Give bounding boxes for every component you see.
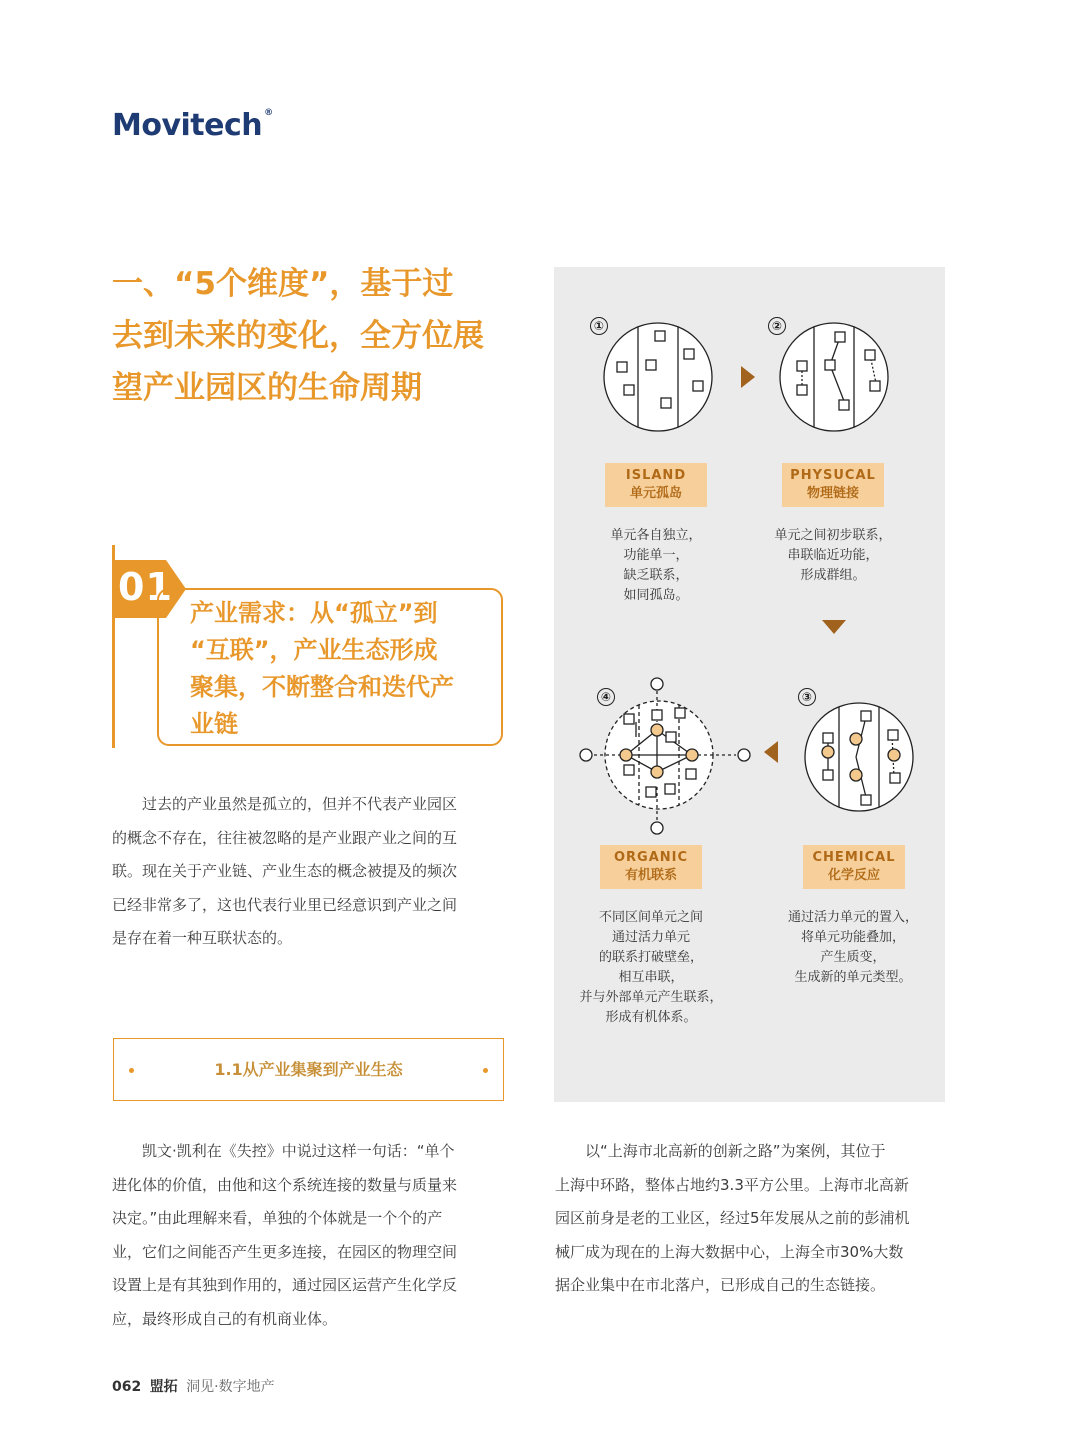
desc-line: 不同区间单元之间	[598, 910, 703, 925]
desc-line: 形成有机体系。	[605, 1010, 697, 1025]
text-line: 是存在着一种互联状态的。	[112, 929, 293, 948]
text-line: 过去的产业虽然是孤立的，但并不代表产业园区	[142, 795, 458, 813]
text-line: 已经非常多了，这也代表行业里已经意识到产业之间	[112, 895, 458, 914]
desc-line: 单元各自独立，	[610, 528, 702, 543]
desc-line: 通过活力单元的置入，	[787, 910, 918, 925]
section-title-line: 产业需求：从“孤立”到	[190, 599, 438, 627]
desc-line: 功能单一，	[623, 548, 689, 563]
section-title-line: 业链	[190, 710, 238, 738]
title-line: 望产业园区的生命周期	[112, 370, 422, 406]
subsection-title: 1.1从产业集聚到产业生态	[214, 1060, 403, 1079]
text-line: 上海中环路，整体占地约3.3平方公里。上海市北高新	[555, 1175, 909, 1194]
text-line: 联。现在关于产业链、产业生态的概念被提及的频次	[112, 862, 458, 881]
desc-line: 如同孤岛。	[623, 588, 689, 603]
text-line: 以“上海市北高新的创新之路”为案例，其位于	[585, 1142, 886, 1160]
section-title	[190, 595, 490, 743]
tag-en: ISLAND	[625, 468, 687, 483]
step-number-3: ③	[798, 688, 816, 706]
desc-physical	[743, 526, 923, 586]
step-number-1: ①	[590, 317, 608, 335]
physical-diagram	[780, 323, 888, 431]
desc-line: 的联系打破壁垒，	[598, 950, 703, 965]
movitech-logo	[112, 108, 273, 143]
tag-zh: 物理链接	[806, 486, 859, 501]
tag-zh: 单元孤岛	[629, 486, 682, 501]
arrow-left-icon	[764, 741, 778, 763]
tag-zh: 化学反应	[827, 868, 880, 883]
desc-chemical	[763, 908, 943, 988]
text-line: 械厂成为现在的上海大数据中心，上海全市30%大数	[555, 1242, 904, 1261]
text-line: 的概念不存在，往往被忽略的是产业跟产业之间的互	[112, 828, 458, 847]
text-line: 决定。”由此理解来看，单独的个体就是一个个的产	[112, 1209, 443, 1228]
desc-island	[566, 526, 746, 606]
tag-en: CHEMICAL	[812, 850, 896, 865]
footer-brand: 盟拓	[149, 1379, 178, 1395]
body-paragraph-1	[112, 788, 457, 956]
title-line: 去到未来的变化，全方位展	[112, 318, 484, 354]
step-number-4: ④	[597, 688, 615, 706]
desc-line: 并与外部单元产生联系，	[579, 990, 723, 1005]
footer-section: 洞见·数字地产	[186, 1379, 275, 1395]
tag-organic	[600, 845, 702, 889]
tag-zh: 有机联系	[624, 868, 677, 883]
desc-line: 相互串联，	[618, 970, 684, 985]
step-number-2: ②	[768, 317, 786, 335]
desc-line: 生成新的单元类型。	[794, 970, 912, 985]
desc-line: 串联临近功能，	[787, 548, 879, 563]
tag-physical	[782, 463, 884, 507]
text-line: 设置上是有其独到作用的，通过园区运营产生化学反	[112, 1276, 458, 1295]
desc-line: 单元之间初步联系，	[774, 528, 892, 543]
text-line: 园区前身是老的工业区，经过5年发展从之前的彭浦机	[555, 1209, 910, 1228]
title-line: 一、“5个维度”，基于过	[112, 266, 454, 302]
tag-en: PHYSUCAL	[790, 468, 876, 483]
desc-line: 通过活力单元	[611, 930, 690, 945]
text-line: 进化体的价值，由他和这个系统连接的数量与质量来	[112, 1175, 458, 1194]
chemical-diagram	[805, 703, 913, 811]
text-line: 凯文·凯利在《失控》中说过这样一句话：“单个	[142, 1142, 455, 1160]
page-number: 062	[112, 1379, 142, 1395]
desc-line: 将单元功能叠加，	[800, 930, 905, 945]
desc-line: 产生质变，	[820, 950, 886, 965]
tag-island	[605, 463, 707, 507]
desc-line: 形成群组。	[800, 568, 866, 583]
tag-en: ORGANIC	[613, 850, 689, 865]
page-title	[112, 258, 532, 414]
arrow-right-icon	[741, 366, 755, 388]
desc-organic	[561, 908, 741, 1028]
body-paragraph-2	[112, 1135, 457, 1337]
arrow-down-icon	[822, 620, 846, 634]
text-line: 据企业集中在市北落户，已形成自己的生态链接。	[555, 1276, 886, 1295]
body-paragraph-3	[555, 1135, 910, 1303]
section-number: 01	[118, 565, 173, 609]
tag-chemical	[803, 845, 905, 889]
text-line: 应，最终形成自己的有机商业体。	[112, 1309, 338, 1328]
section-title-line: “互联”，产业生态形成	[190, 636, 438, 664]
island-diagram	[604, 323, 712, 431]
registered-mark: ®	[264, 108, 273, 118]
text-line: 业，它们之间能否产生更多连接，在园区的物理空间	[112, 1242, 458, 1261]
page-footer	[112, 1376, 275, 1396]
logo-text: Movitech	[112, 108, 263, 143]
section-title-line: 聚集，不断整合和迭代产	[190, 673, 454, 701]
desc-line: 缺乏联系，	[623, 568, 689, 583]
lifecycle-diagram-panel	[554, 267, 945, 1102]
